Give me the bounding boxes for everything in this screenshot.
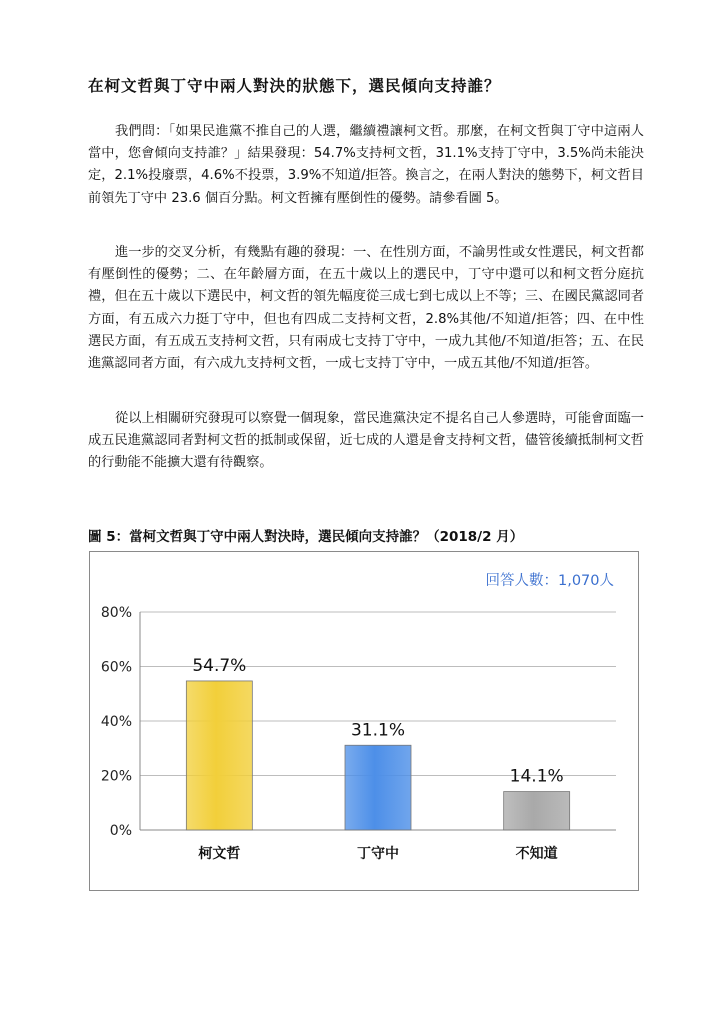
data-label: 14.1%: [509, 766, 564, 787]
data-label: 31.1%: [350, 720, 406, 741]
category-label: 不知道: [515, 846, 558, 862]
respondent-count: 回答人數：1,070人: [485, 573, 614, 589]
y-tick-label: 60%: [100, 659, 132, 676]
category-label: 丁守中: [357, 846, 399, 862]
y-tick-label: 0%: [109, 823, 132, 839]
figure-caption: 圖 5：當柯文哲與丁守中兩人對決時，選民傾向支持誰？（2018/2 月）: [88, 529, 524, 545]
bar-chart: [90, 552, 638, 890]
section-title: 在柯文哲與丁守中兩人對決的狀態下，選民傾向支持誰？: [88, 76, 501, 95]
paragraph-1: 我們問：「如果民進黨不推自己的人選，繼續禮讓柯文哲。那麼，在柯文哲與丁守中這兩人當中，您會傾向支持誰？」結果發現：54.7%支持柯文哲，31.1%支持丁守中，3.5%尚未能決定，2.1%投廢票，4.6%不投票，3.9%不知道/拒答。換言之，在兩人對決的態勢下，柯文哲目前領先丁守中 23.6 個百分點。柯文哲擁有壓倒性的優勢。請參看圖 5。: [88, 124, 644, 206]
data-label: 54.7%: [192, 655, 247, 676]
y-tick-label: 80%: [100, 605, 132, 621]
bar-3: [504, 792, 570, 830]
y-tick-label: 40%: [100, 714, 132, 730]
bar-2: [345, 745, 411, 830]
paragraph-3: 從以上相關研究發現可以察覺一個現象，當民進黨決定不提名自己人參選時，可能會面臨一成五民進黨認同者對柯文哲的抵制或保留，近七成的人還是會支持柯文哲，儘管後續抵制柯文哲的行動能不能擴大還有待觀察。: [88, 411, 644, 471]
category-label: 柯文哲: [198, 846, 241, 862]
paragraph-2: 進一步的交叉分析，有幾點有趣的發現：一、在性別方面，不論男性或女性選民，柯文哲都有壓倒性的優勢；二、在年齡層方面，在五十歲以上的選民中，丁守中還可以和柯文哲分庭抗禮，但在五十歲以下選民中，柯文哲的領先幅度從三成七到七成以上不等；三、在國民黨認同者方面，有五成六力挺丁守中，但也有四成二支持柯文哲，2.8%其他/不知道/拒答；四、在中性選民方面，有五成五支持柯文哲，只有兩成七支持丁守中，一成九其他/不知道/拒答；五、在民進黨認同者方面，有六成九支持柯文哲，一成七支持丁守中，一成五其他/不知道/拒答。: [88, 245, 644, 372]
chart-frame: [89, 551, 639, 891]
y-tick-label: 20%: [100, 768, 132, 785]
bar-1: [186, 681, 252, 830]
